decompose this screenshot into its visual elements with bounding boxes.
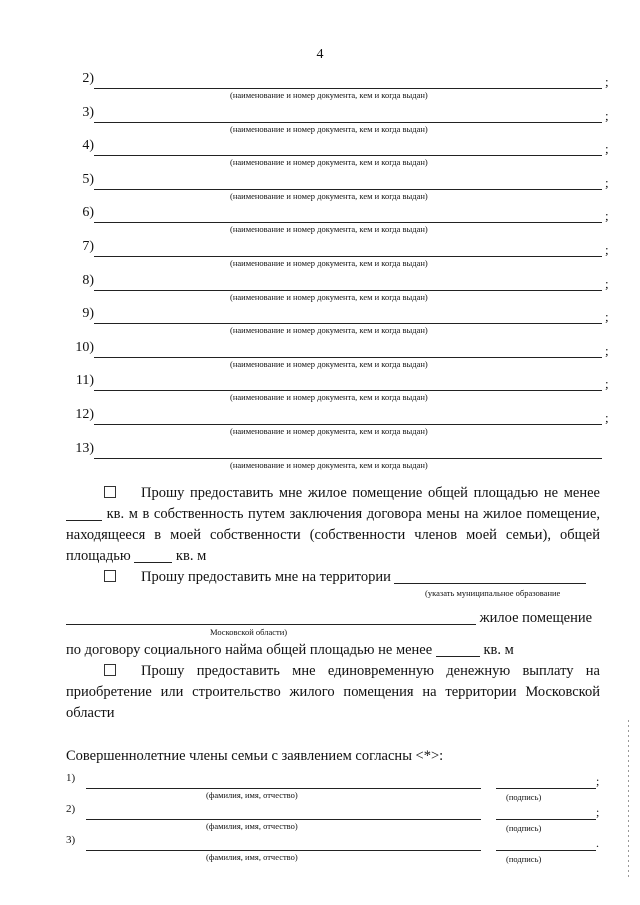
request-payment-text: Прошу предоставить мне единовременную денежную выплату на приобретение или строительство жилого помещения на территории Московской области	[66, 663, 600, 721]
region-blank[interactable]	[66, 610, 476, 625]
document-row	[70, 68, 615, 102]
family-name-caption: (фамилия, имя, отчество)	[206, 821, 298, 831]
document-row-number: 6)	[82, 205, 94, 221]
page-number: 4	[316, 47, 324, 62]
municipality-blank[interactable]	[394, 569, 586, 584]
family-member-row	[66, 834, 611, 866]
document-caption: (наименование и номер документа, кем и когда выдан)	[230, 425, 428, 436]
request-social-line2	[66, 608, 600, 629]
document-caption: (наименование и номер документа, кем и когда выдан)	[230, 224, 428, 235]
document-row-number: 4)	[82, 138, 94, 154]
document-caption: (наименование и номер документа, кем и когда выдан)	[230, 358, 428, 369]
family-signature-line[interactable]	[496, 850, 596, 851]
document-row	[70, 135, 615, 169]
request-social-text-a: Прошу предоставить мне на территории	[141, 569, 391, 585]
request-social-text-b: жилое помещение	[479, 610, 593, 626]
request-social-text-d: кв. м	[483, 642, 514, 658]
family-name-line[interactable]	[86, 819, 481, 820]
document-row-end: ;	[605, 376, 609, 392]
document-list	[70, 68, 615, 471]
request-exchange	[66, 483, 600, 567]
document-row-number: 5)	[82, 171, 94, 187]
document-row-number: 3)	[82, 104, 94, 120]
family-signature-caption: (подпись)	[506, 792, 542, 802]
municipality-caption: (указать муниципальное образование	[425, 588, 561, 598]
document-row-end: ;	[605, 409, 609, 425]
document-input-line[interactable]	[94, 155, 602, 156]
family-row-number: 1)	[66, 772, 76, 784]
family-name-caption: (фамилия, имя, отчество)	[206, 852, 298, 862]
document-row	[70, 404, 615, 438]
document-caption: (наименование и номер документа, кем и когда выдан)	[230, 157, 428, 168]
family-row-end: ;	[596, 805, 600, 819]
document-row	[70, 337, 615, 371]
request-social-rent	[66, 567, 600, 588]
document-row-number: 8)	[82, 272, 94, 288]
checkbox-exchange[interactable]	[104, 486, 116, 498]
document-row	[70, 270, 615, 304]
document-input-line[interactable]	[94, 256, 602, 257]
region-caption: Московской области)	[210, 627, 288, 637]
scan-edge-marks	[628, 720, 629, 880]
request-exchange-text-b: кв. м в собственность путем заключения договора мены на жилое помещение, находящееся в моей собственности (собственности членов моей семьи), общей площадью	[66, 506, 601, 564]
area-blank-3[interactable]	[436, 642, 480, 657]
document-row-number: 10)	[75, 339, 94, 355]
area-blank-2[interactable]	[134, 548, 172, 563]
document-row-end: ;	[605, 241, 609, 257]
family-member-row	[66, 772, 611, 804]
document-row	[70, 202, 615, 236]
document-input-line[interactable]	[94, 323, 602, 324]
family-name-line[interactable]	[86, 850, 481, 851]
family-name-caption: (фамилия, имя, отчество)	[206, 790, 298, 800]
document-row-number: 2)	[82, 71, 94, 86]
family-row-number: 3)	[66, 834, 76, 846]
document-caption: (наименование и номер документа, кем и когда выдан)	[230, 325, 428, 336]
family-row-end: ;	[596, 774, 600, 788]
document-row	[70, 236, 615, 270]
document-row-end: ;	[605, 275, 609, 291]
document-caption: (наименование и номер документа, кем и когда выдан)	[230, 392, 428, 403]
family-row-number: 2)	[66, 803, 76, 815]
request-social-text-c: по договору социального найма общей площадью не менее	[66, 642, 433, 658]
document-row-end: ;	[605, 141, 609, 157]
document-row-end: ;	[605, 74, 609, 89]
document-row-end: ;	[605, 342, 609, 358]
document-input-line[interactable]	[94, 122, 602, 123]
document-row-end: ;	[605, 174, 609, 190]
document-input-line[interactable]	[94, 189, 602, 190]
document-row	[70, 303, 615, 337]
request-payment	[66, 661, 600, 724]
document-caption: (наименование и номер документа, кем и когда выдан)	[230, 459, 428, 470]
document-input-line[interactable]	[94, 390, 602, 391]
document-row-number: 11)	[75, 373, 94, 389]
document-row-number: 9)	[82, 306, 94, 322]
document-row-end: ;	[605, 107, 609, 123]
family-row-end: .	[596, 836, 599, 850]
document-caption: (наименование и номер документа, кем и когда выдан)	[230, 190, 428, 201]
family-consent-title: Совершеннолетние члены семьи с заявлением согласны <*>:	[66, 748, 444, 764]
document-input-line[interactable]	[94, 290, 602, 291]
document-row-number: 13)	[75, 440, 94, 456]
document-caption: (наименование и номер документа, кем и когда выдан)	[230, 90, 428, 100]
document-input-line[interactable]	[94, 357, 602, 358]
request-exchange-text-a: Прошу предоставить мне жилое помещение общей площадью не менее	[141, 485, 600, 501]
family-signature-caption: (подпись)	[506, 854, 542, 864]
area-blank-1[interactable]	[66, 506, 102, 521]
document-row-end: ;	[605, 208, 609, 224]
document-row	[70, 370, 615, 404]
document-caption: (наименование и номер документа, кем и когда выдан)	[230, 123, 428, 134]
document-input-line[interactable]	[94, 458, 602, 459]
document-row	[70, 438, 615, 472]
document-row	[70, 102, 615, 136]
request-exchange-text-c: кв. м	[175, 548, 207, 564]
document-input-line[interactable]	[94, 424, 602, 425]
family-member-row	[66, 803, 611, 835]
document-input-line[interactable]	[94, 222, 602, 223]
document-row-number: 12)	[75, 406, 94, 422]
document-row-end: ;	[605, 309, 609, 325]
checkbox-social-rent[interactable]	[104, 570, 116, 582]
family-signature-caption: (подпись)	[506, 823, 542, 833]
request-social-line3	[66, 640, 600, 661]
document-row-number: 7)	[82, 238, 94, 254]
document-caption: (наименование и номер документа, кем и когда выдан)	[230, 257, 428, 268]
document-input-line[interactable]	[94, 88, 602, 89]
checkbox-payment[interactable]	[104, 664, 116, 676]
family-signature-line[interactable]	[496, 819, 596, 820]
family-name-line[interactable]	[86, 788, 481, 789]
document-row	[70, 169, 615, 203]
family-signature-line[interactable]	[496, 788, 596, 789]
document-caption: (наименование и номер документа, кем и когда выдан)	[230, 291, 428, 302]
